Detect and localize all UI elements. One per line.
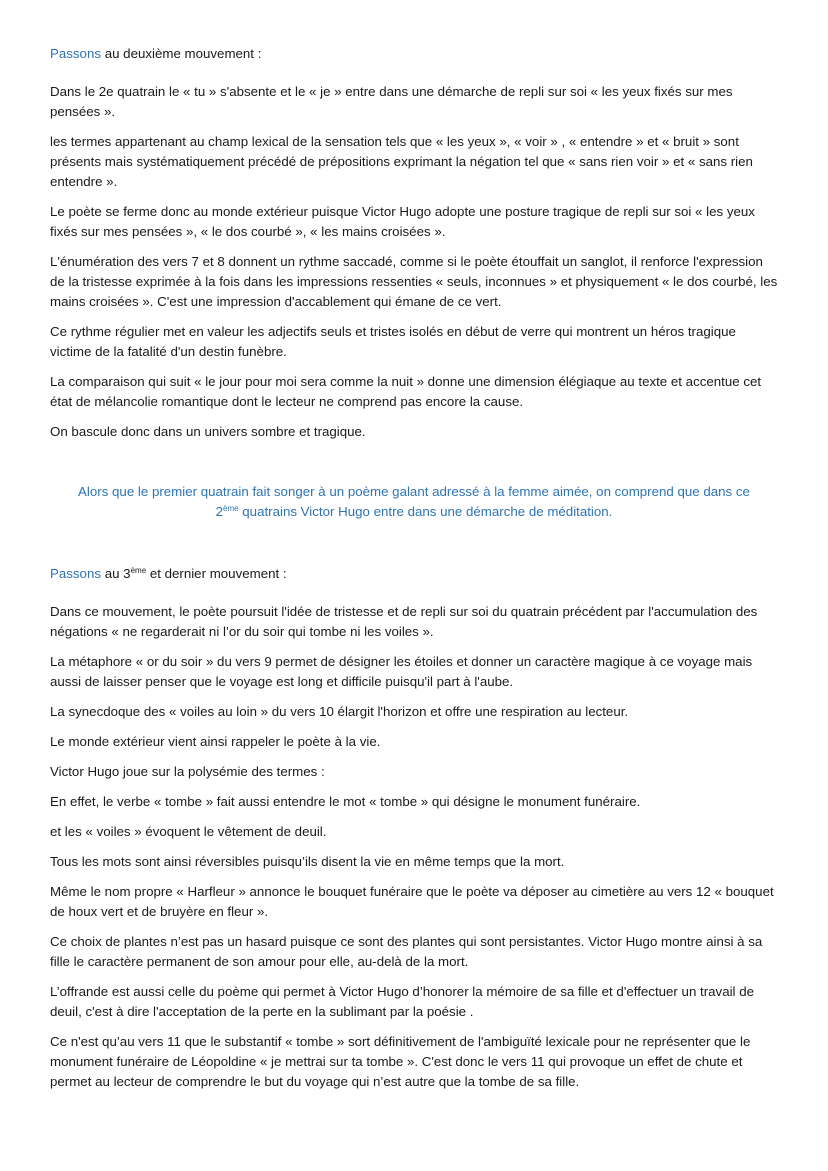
paragraph: et les « voiles » évoquent le vêtement de deuil. [50,824,327,839]
paragraph: L’offrande est aussi celle du poème qui permet à Victor Hugo d’honorer la mémoire de sa fille et d'effectuer un travail de deuil, c'est à dire l'acceptation de la perte en la sublimant par la poésie . [50,984,754,1019]
conclusion-block [50,482,778,522]
document-page [50,44,778,1092]
paragraph: L'énumération des vers 7 et 8 donnent un rythme saccadé, comme si le poète étouffait un sanglot, il renforce l'expression de la tristesse exprimée à la fois dans les impressions ressenties « seuls, inconnues » et physiquement « le dos courbé, les mains croisées ». C'est une impression d'accablement qui émane de ce vert. [50,254,778,309]
paragraph: La synecdoque des « voiles au loin » du vers 10 élargit l'horizon et offre une respiration au lecteur. [50,704,629,719]
paragraph: Victor Hugo joue sur la polysémie des termes : [50,764,325,779]
section3-heading-superscript: ème [130,566,147,575]
paragraph: Même le nom propre « Harfleur » annonce le bouquet funéraire que le poète va déposer au cimetière au vers 12 « bouquet de houx vert et de bruyère en fleur ». [50,884,774,919]
conclusion-line-1: Alors que le premier quatrain fait songer à un poème galant adressé à la femme aimée, on comprend que dans ce [78,484,750,499]
conclusion-line-2-number: 2 [215,504,224,519]
section3-heading [50,564,778,584]
paragraph: Le monde extérieur vient ainsi rappeler le poète à la vie. [50,734,381,749]
section3-heading-keyword: Passons [50,566,101,581]
conclusion-line-2 [56,502,772,522]
paragraph: Ce rythme régulier met en valeur les adjectifs seuls et tristes isolés en début de verre qui montrent un héros tragique victime de la fatalité d'un destin funèbre. [50,324,736,359]
paragraph: On bascule donc dans un univers sombre et tragique. [50,424,366,439]
paragraph: Le poète se ferme donc au monde extérieur puisque Victor Hugo adopte une posture tragique de repli sur soi « les yeux fixés sur mes pensées », « le dos courbé », « les mains croisées ». [50,204,755,239]
section3-heading-mid: au 3 [101,566,131,581]
section2-heading [50,44,778,64]
paragraph: Ce choix de plantes n’est pas un hasard puisque ce sont des plantes qui sont persistantes. Victor Hugo montre ainsi à sa fille le caractère permanent de son amour pour elle, au-delà de la mort. [50,934,763,969]
paragraph: Tous les mots sont ainsi réversibles puisqu’ils disent la vie en même temps que la mort. [50,854,565,869]
conclusion-line-2-rest: quatrains Victor Hugo entre dans une démarche de méditation. [238,504,613,519]
paragraph: les termes appartenant au champ lexical de la sensation tels que « les yeux », « voir » , « entendre » et « bruit » sont présents mais systématiquement précédé de prépositions exprimant la négation tel que « sans rien voir » et « sans rien entendre ». [50,134,753,189]
paragraph: La comparaison qui suit « le jour pour moi sera comme la nuit » donne une dimension élégiaque au texte et accentue cet état de mélancolie romantique dont le lecteur ne comprend pas encore la cause. [50,374,762,409]
paragraph: Dans le 2e quatrain le « tu » s'absente et le « je » entre dans une démarche de repli sur soi « les yeux fixés sur mes pensées ». [50,84,733,119]
section2-heading-keyword: Passons [50,46,101,61]
paragraph: En effet, le verbe « tombe » fait aussi entendre le mot « tombe » qui désigne le monument funéraire. [50,794,641,809]
paragraph: Dans ce mouvement, le poète poursuit l'idée de tristesse et de repli sur soi du quatrain précédent par l'accumulation des négations « ne regarderait ni l’or du soir qui tombe ni les voiles ». [50,604,758,639]
paragraph: La métaphore « or du soir » du vers 9 permet de désigner les étoiles et donner un caractère magique à ce voyage mais aussi de laisser penser que le voyage est long et difficile puisqu'il part à l'aube. [50,654,753,689]
paragraph: Ce n'est qu’au vers 11 que le substantif « tombe » sort définitivement de l'ambiguïté lexicale pour ne représenter que le monument funéraire de Léopoldine « je mettrai sur ta tombe ». C'est donc le vers 11 qui provoque un effet de chute et permet au lecteur de comprendre le but du voyage qui n’est autre que la tombe de sa fille. [50,1034,751,1089]
section2-heading-rest: au deuxième mouvement : [101,46,262,61]
section3-heading-rest: et dernier mouvement : [146,566,287,581]
conclusion-line-2-superscript: ème [223,504,239,513]
